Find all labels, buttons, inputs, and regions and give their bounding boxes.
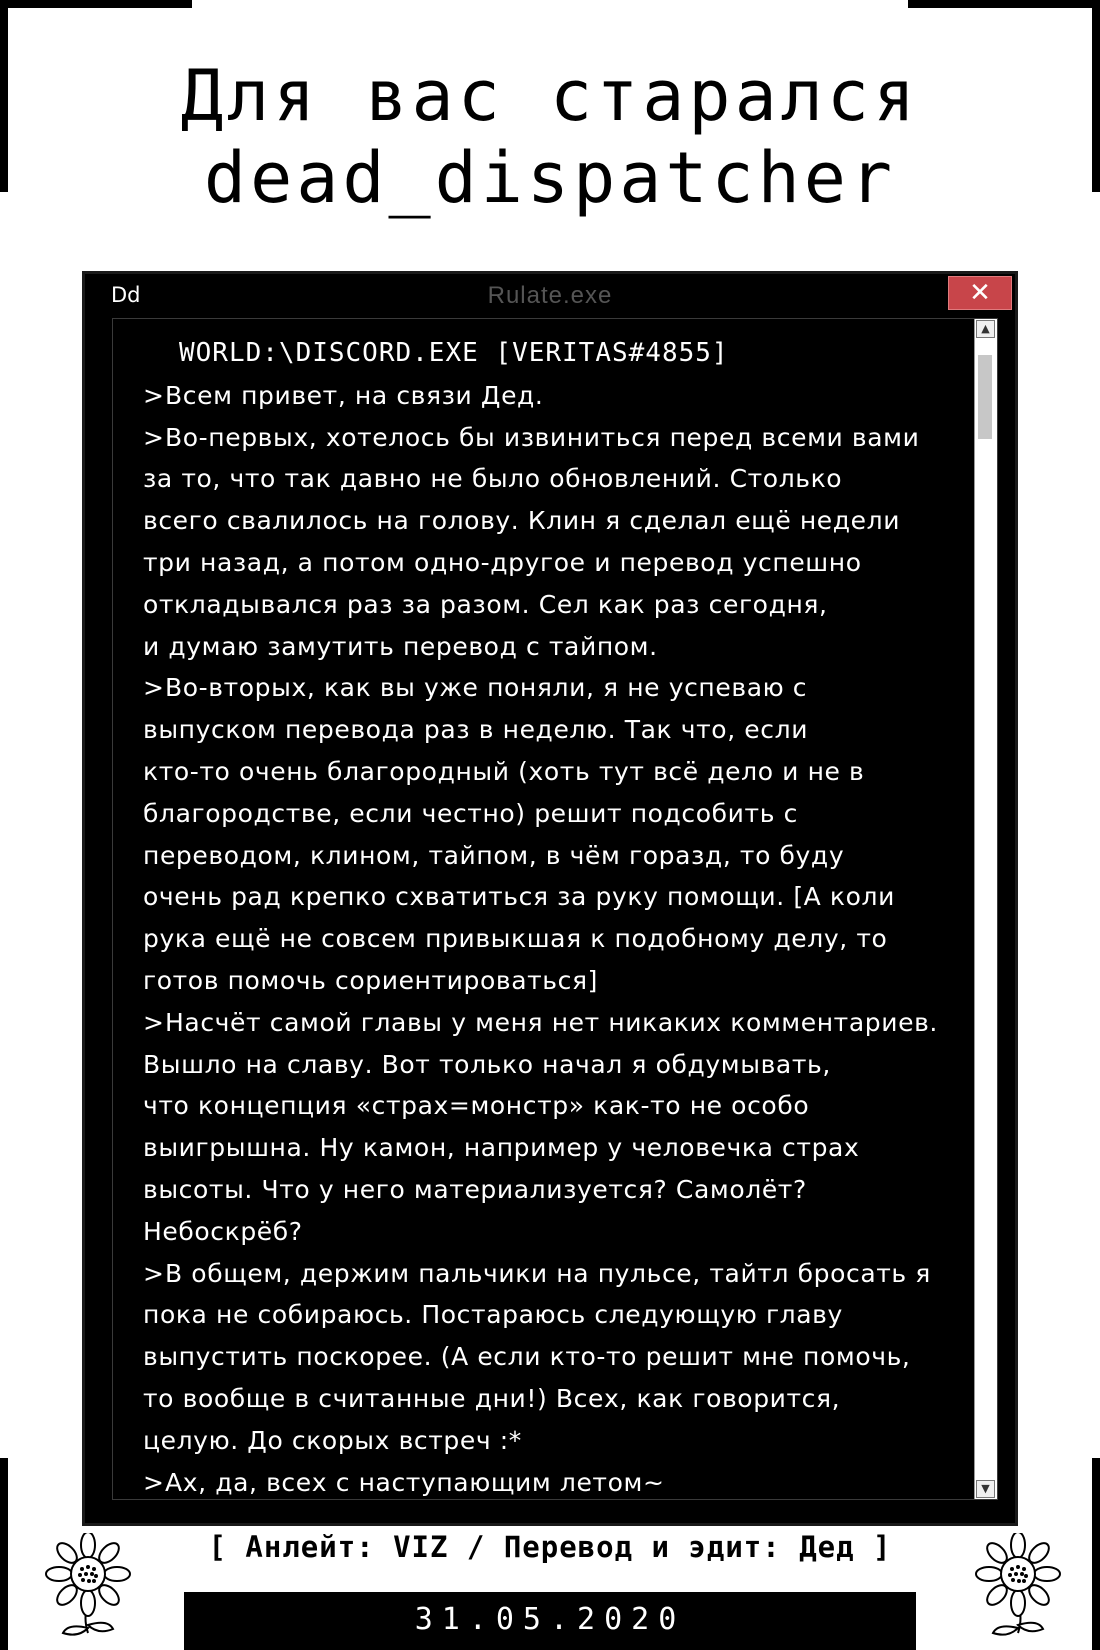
prompt-marker: > (143, 1258, 165, 1288)
message-paragraph (143, 417, 973, 668)
page-title (0, 55, 1100, 219)
chevron-up-icon: ▲ (981, 322, 990, 335)
sunflower-icon (38, 1533, 138, 1643)
window-titlebar[interactable] (85, 274, 1015, 316)
message-text (143, 333, 973, 1503)
close-button[interactable] (948, 276, 1012, 310)
paragraph-text: Во-первых, хотелось бы извиниться перед всеми вами за то, что так давно не было обновлений. Столько всего свалилось на голову. Клин я сделал ещё недели три назад, а потом одно-другое и перевод успешно откладывался раз за разом. Сел как раз сегодня, и думаю замутить перевод с тайпом. (143, 422, 920, 661)
scroll-up-button[interactable] (976, 320, 995, 338)
app-window (82, 271, 1018, 1526)
paragraph-text: В общем, держим пальчики на пульсе, тайтл бросать я пока не собираюсь. Постараюсь следующую главу выпустить поскорее. (А если кто-то решит мне помочь, то вообще в считанные дни!) Всех, как говорится, целую. До скорых встреч :* (143, 1258, 931, 1455)
paragraph-text: Ах, да, всех с наступающим летом~ (165, 1467, 665, 1497)
message-list (143, 375, 973, 1504)
message-paragraph (143, 1002, 973, 1253)
release-date: 31.05.2020 (184, 1592, 916, 1650)
message-paragraph (143, 667, 973, 1001)
paragraph-text: Насчёт самой главы у меня нет никаких комментариев. Вышло на славу. Вот только начал я обдумывать, что концепция «страх=монстр» как-то не особо выигрышна. Ну камон, например у человечка страх высоты. Что у него материализуется? Самолёт? Небоскрёб? (143, 1007, 938, 1246)
title-line-2: dead_dispatcher (203, 137, 897, 219)
close-icon: ✕ (969, 278, 991, 308)
prompt-marker: > (143, 1007, 165, 1037)
scrollbar-thumb[interactable] (978, 355, 992, 439)
paragraph-text: Во-вторых, как вы уже поняли, я не успеваю с выпуском перевода раз в неделю. Так что, если кто-то очень благородный (хоть тут всё дело и не в благородстве, если честно) решит подсобить с переводом, клином, тайпом, в чём горазд, то буду очень рад крепко схватиться за руку помощи. [А коли рука ещё не совсем привыкшая к подобному делу, то готов помочь сориентироваться] (143, 673, 895, 995)
message-panel (112, 318, 998, 1500)
message-paragraph (143, 1462, 973, 1504)
frame-top-right (908, 0, 1100, 8)
prompt-marker: > (143, 422, 165, 452)
sunflower-icon (968, 1533, 1068, 1643)
message-paragraph (143, 375, 973, 417)
chevron-down-icon: ▼ (981, 1482, 990, 1495)
console-path: WORLD:\DISCORD.EXE [VERITAS#4855] (179, 338, 729, 368)
paragraph-text: Всем привет, на связи Дед. (165, 380, 544, 410)
credits-line: [ Анлейт: VIZ / Перевод и эдит: Дед ] (208, 1530, 892, 1564)
window-title: Rulate.exe (487, 282, 613, 309)
message-paragraph (143, 1253, 973, 1462)
frame-top-left (0, 0, 192, 8)
scroll-down-button[interactable] (976, 1480, 995, 1498)
prompt-marker: > (143, 1467, 165, 1497)
prompt-marker: > (143, 673, 165, 703)
app-logo: Dd (111, 283, 141, 307)
prompt-marker: > (143, 380, 165, 410)
title-line-1: Для вас старался (180, 55, 920, 137)
vertical-scrollbar[interactable] (974, 319, 997, 1499)
